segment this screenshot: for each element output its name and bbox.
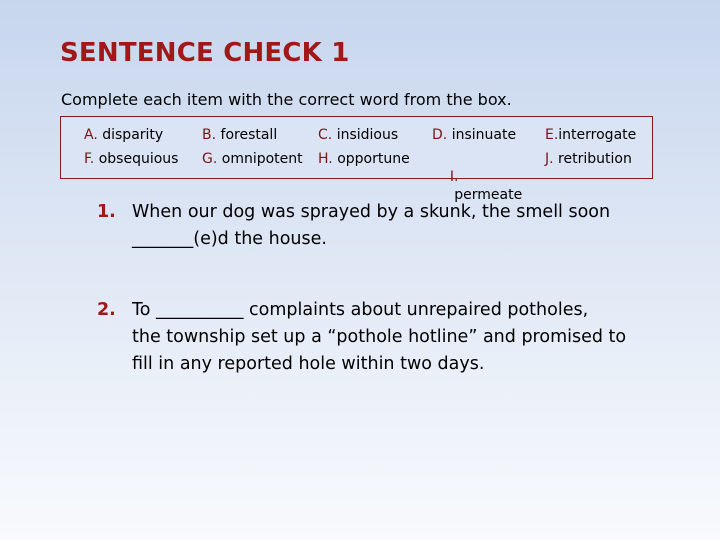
- word-text: disparity: [102, 127, 164, 143]
- question-number: 1.: [97, 202, 116, 222]
- question-line: fill in any reported hole within two days.: [132, 354, 485, 374]
- word-box: [60, 116, 653, 203]
- word-option-d: [432, 126, 516, 144]
- word-option-h: [318, 150, 410, 168]
- word-letter: B.: [202, 127, 217, 143]
- word-text: retribution: [558, 151, 632, 167]
- word-letter: C.: [318, 127, 333, 143]
- instruction-text: Complete each item with the correct word from the box.: [61, 90, 512, 109]
- word-option-f: [84, 150, 178, 168]
- word-letter: J.: [545, 151, 554, 167]
- word-text: insinuate: [451, 127, 517, 143]
- word-letter: H.: [318, 151, 333, 167]
- word-letter: E.: [545, 127, 559, 143]
- question-item-1: [97, 199, 657, 253]
- word-text: opportune: [337, 151, 410, 167]
- word-letter: G.: [202, 151, 218, 167]
- question-line: To __________ complaints about unrepaired potholes,: [132, 300, 589, 320]
- question-line: _______(e)d the house.: [132, 229, 327, 249]
- word-option-j: [545, 150, 632, 168]
- word-option-g: [202, 150, 303, 168]
- word-text: permeate: [449, 187, 523, 203]
- question-item-2: [97, 297, 657, 378]
- word-text: obsequious: [98, 151, 179, 167]
- word-option-b: [202, 126, 277, 144]
- word-letter: D.: [432, 127, 448, 143]
- word-letter: F.: [84, 151, 95, 167]
- word-text: interrogate: [558, 127, 637, 143]
- word-option-a: [84, 126, 163, 144]
- question-line: the township set up a “pothole hotline” and promised to: [132, 327, 627, 347]
- word-text: insidious: [336, 127, 399, 143]
- question-number: 2.: [97, 300, 116, 320]
- word-option-e: [545, 126, 636, 144]
- word-option-c: [318, 126, 398, 144]
- page-title: SENTENCE CHECK 1: [60, 38, 350, 68]
- word-letter: I.: [449, 169, 459, 185]
- word-letter: A.: [84, 127, 98, 143]
- word-text: omnipotent: [221, 151, 303, 167]
- word-text: forestall: [220, 127, 278, 143]
- question-line: When our dog was sprayed by a skunk, the smell soon: [132, 202, 611, 222]
